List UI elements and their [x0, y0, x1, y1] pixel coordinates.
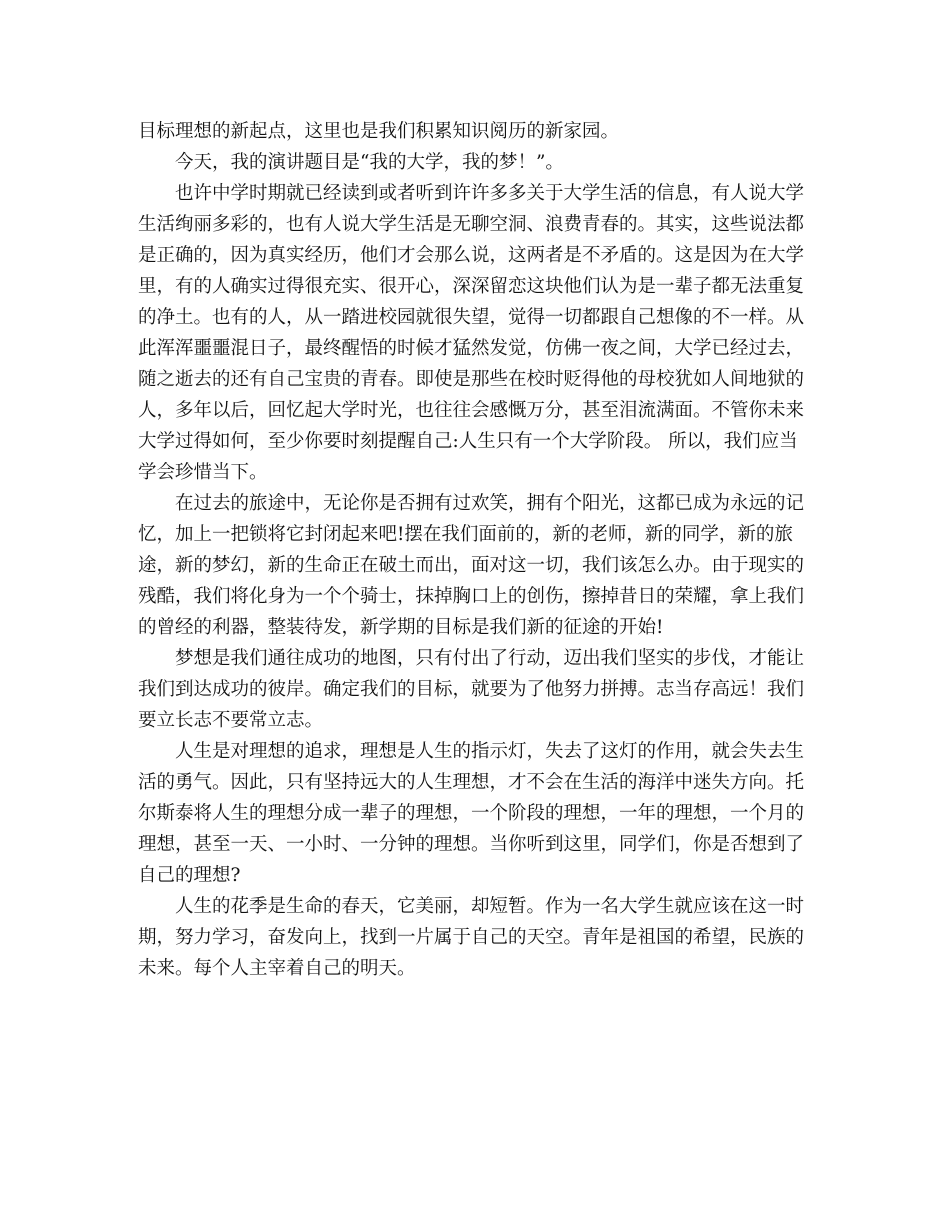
paragraph-0: [138, 116, 814, 147]
paragraph-line: 残酷，我们将化身为一个个骑士，抹掉胸口上的创伤，擦掉昔日的荣耀，拿上我们: [138, 586, 805, 607]
paragraph-line: 是正确的，因为真实经历，他们才会那么说，这两者是不矛盾的。这是因为在大学: [138, 245, 805, 266]
paragraph-line: 忆，加上一把锁将它封闭起来吧!摆在我们面前的，新的老师，新的同学，新的旅: [138, 524, 793, 545]
document-page: [138, 116, 814, 984]
paragraph-line: 生活绚丽多彩的，也有人说大学生活是无聊空洞、浪费青春的。其实，这些说法都: [138, 214, 805, 235]
paragraph-line: 要立长志不要常立志。: [138, 710, 324, 731]
paragraph-line: 大学过得如何，至少你要时刻提醒自己:人生只有一个大学阶段。 所以，我们应当: [138, 431, 798, 452]
paragraph-line: 的曾经的利器，整装待发，新学期的目标是我们新的征途的开始!: [138, 617, 664, 638]
paragraph-line: 我们到达成功的彼岸。确定我们的目标，就要为了他努力拼搏。志当存高远！我们: [138, 679, 805, 700]
paragraph-line: 里，有的人确实过得很充实、很开心，深深留恋这块他们认为是一辈子都无法重复: [138, 276, 805, 297]
paragraph-line: 随之逝去的还有自己宝贵的青春。即使是那些在校时贬得他的母校犹如人间地狱的: [138, 369, 805, 390]
paragraph-4: [138, 643, 814, 736]
paragraph-line: 人，多年以后，回忆起大学时光，也往往会感慨万分，甚至泪流满面。不管你未来: [138, 400, 805, 421]
paragraph-line: 学会珍惜当下。: [138, 462, 268, 483]
paragraph-line: 目标理想的新起点，这里也是我们积累知识阅历的新家园。: [138, 121, 620, 142]
paragraph-6: [138, 891, 814, 984]
paragraph-line: 人生是对理想的追求，理想是人生的指示灯，失去了这灯的作用，就会失去生: [175, 741, 805, 762]
paragraph-line: 也许中学时期就已经读到或者听到许许多多关于大学生活的信息，有人说大学: [175, 183, 805, 204]
paragraph-line: 活的勇气。因此，只有坚持远大的人生理想，才不会在生活的海洋中迷失方向。托: [138, 772, 805, 793]
paragraph-5: [138, 736, 814, 891]
paragraph-line: 期，努力学习，奋发向上，找到一片属于自己的天空。青年是祖国的希望，民族的: [138, 927, 805, 948]
paragraph-line: 未来。每个人主宰着自己的明天。: [138, 958, 416, 979]
paragraph-line: 理想，甚至一天、一小时、一分钟的理想。当你听到这里，同学们，你是否想到了: [138, 834, 805, 855]
paragraph-line: 此浑浑噩噩混日子，最终醒悟的时候才猛然发觉，仿佛一夜之间，大学已经过去，: [138, 338, 805, 359]
paragraph-line: 梦想是我们通往成功的地图，只有付出了行动，迈出我们坚实的步伐，才能让: [175, 648, 805, 669]
paragraph-line: 在过去的旅途中，无论你是否拥有过欢笑，拥有个阳光，这都已成为永远的记: [175, 493, 805, 514]
paragraph-line: 今天，我的演讲题目是“我的大学，我的梦！”。: [175, 152, 564, 173]
paragraph-1: [138, 147, 814, 178]
paragraph-line: 自己的理想?: [138, 865, 241, 886]
paragraph-3: [138, 488, 814, 643]
paragraph-line: 途，新的梦幻，新的生命正在破土而出，面对这一切，我们该怎么办。由于现实的: [138, 555, 805, 576]
paragraph-line: 的净土。也有的人，从一踏进校园就很失望，觉得一切都跟自己想像的不一样。从: [138, 307, 805, 328]
paragraph-2: [138, 178, 814, 488]
paragraph-line: 人生的花季是生命的春天，它美丽，却短暂。作为一名大学生就应该在这一时: [175, 896, 805, 917]
paragraph-line: 尔斯泰将人生的理想分成一辈子的理想，一个阶段的理想，一年的理想，一个月的: [138, 803, 805, 824]
